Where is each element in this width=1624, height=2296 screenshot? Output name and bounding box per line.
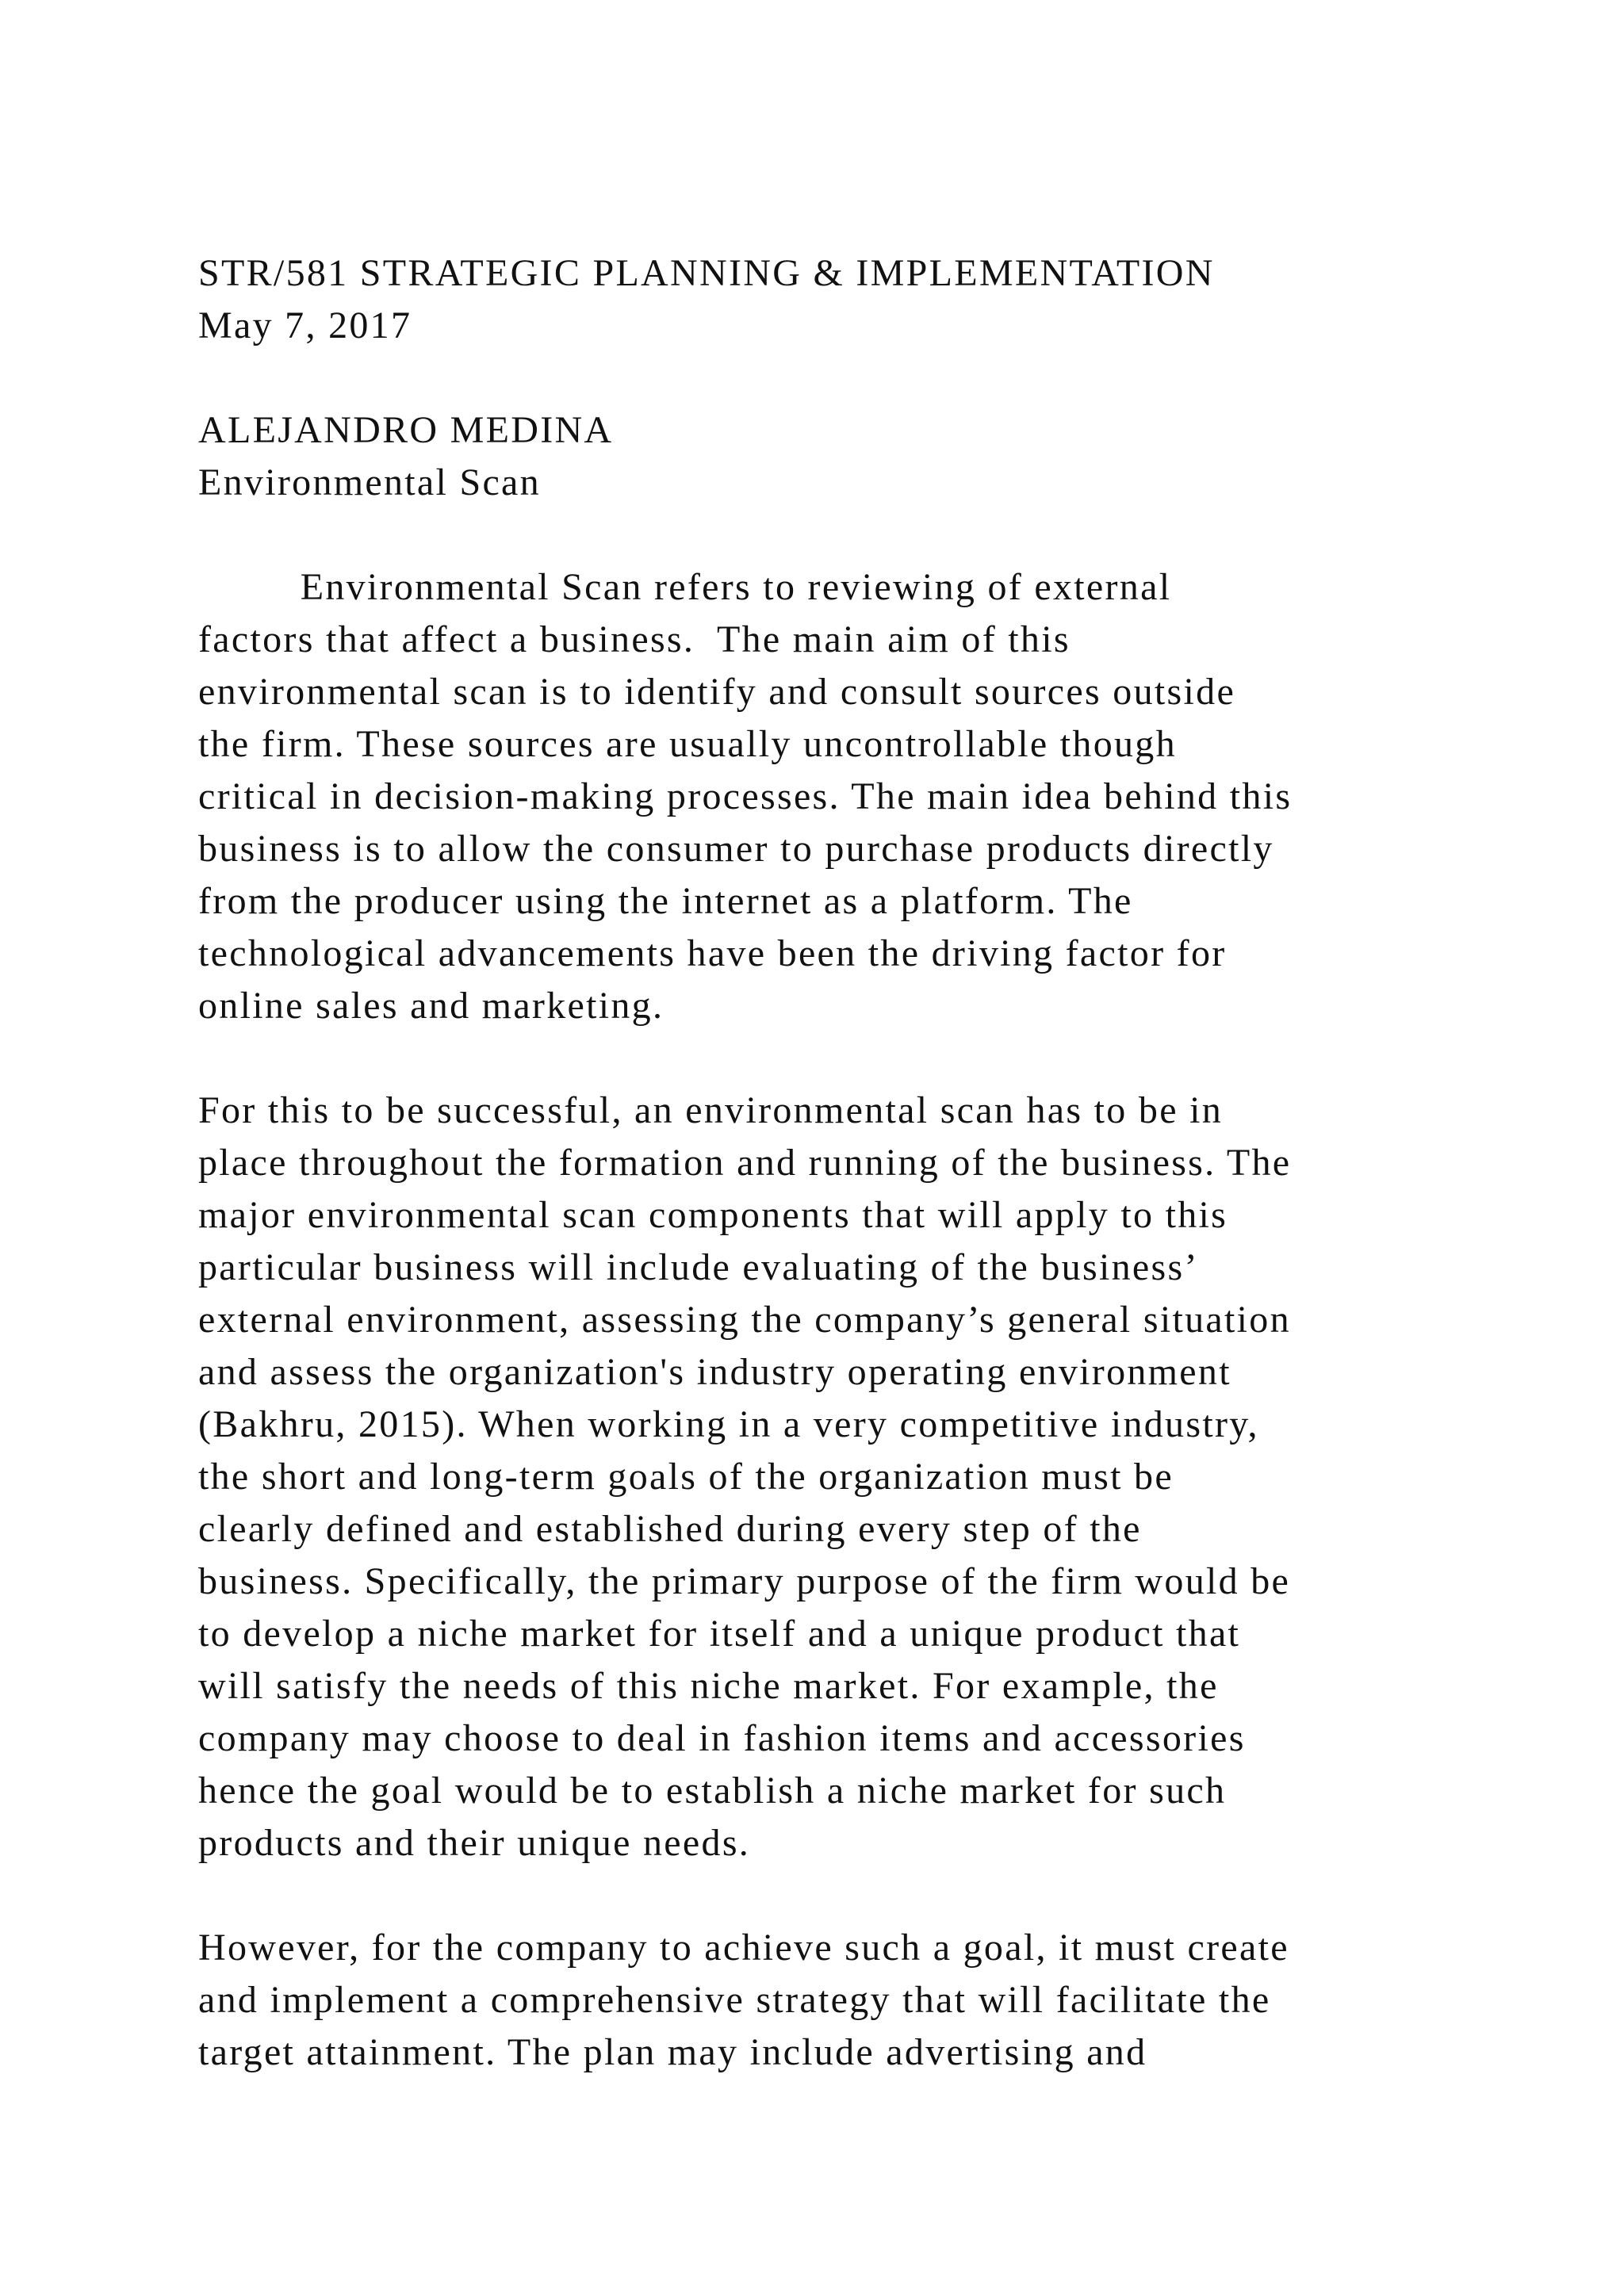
paragraph-line: (Bakhru, 2015). When working in a very competitive industry, bbox=[198, 1403, 1259, 1445]
paragraph-line: products and their unique needs. bbox=[198, 1822, 751, 1864]
author-block bbox=[198, 404, 1483, 509]
course-title: STR/581 STRATEGIC PLANNING & IMPLEMENTATION bbox=[198, 252, 1215, 294]
paragraph-line: Environmental Scan refers to reviewing of external bbox=[198, 566, 1172, 608]
document-date: May 7, 2017 bbox=[198, 304, 412, 346]
paragraph-line: and implement a comprehensive strategy that will facilitate the bbox=[198, 1979, 1271, 2021]
paragraph-line: clearly defined and established during every step of the bbox=[198, 1508, 1142, 1550]
paragraph-line: to develop a niche market for itself and a unique product that bbox=[198, 1613, 1241, 1655]
paragraph-line: from the producer using the internet as a platform. The bbox=[198, 880, 1133, 922]
paragraph-line: external environment, assessing the company’s general situation bbox=[198, 1299, 1291, 1341]
paragraph-line: and assess the organization's industry operating environment bbox=[198, 1351, 1231, 1393]
paragraph-line: online sales and marketing. bbox=[198, 985, 665, 1027]
paragraph-line: the short and long-term goals of the organization must be bbox=[198, 1456, 1174, 1498]
paragraph-1 bbox=[198, 561, 1483, 1032]
author-name: ALEJANDRO MEDINA bbox=[198, 409, 614, 451]
paragraph-line: For this to be successful, an environmental scan has to be in bbox=[198, 1089, 1224, 1131]
paragraph-line: business. Specifically, the primary purpose of the firm would be bbox=[198, 1560, 1291, 1602]
section-title: Environmental Scan bbox=[198, 461, 541, 503]
paragraph-line: technological advancements have been the driving factor for bbox=[198, 932, 1227, 974]
paragraph-line: the firm. These sources are usually uncontrollable though bbox=[198, 723, 1177, 765]
paragraph-line: environmental scan is to identify and consult sources outside bbox=[198, 671, 1236, 713]
paragraph-line: critical in decision-making processes. The main idea behind this bbox=[198, 775, 1293, 817]
paragraph-line: target attainment. The plan may include advertising and bbox=[198, 2031, 1147, 2073]
paragraph-line: will satisfy the needs of this niche market. For example, the bbox=[198, 1665, 1219, 1707]
paragraph-line: particular business will include evaluating of the business’ bbox=[198, 1246, 1199, 1288]
paragraph-line: major environmental scan components that will apply to this bbox=[198, 1194, 1228, 1236]
paragraph-line: company may choose to deal in fashion items and accessories bbox=[198, 1717, 1246, 1759]
paragraph-line: However, for the company to achieve such a goal, it must create bbox=[198, 1927, 1289, 1969]
paragraph-line: hence the goal would be to establish a niche market for such bbox=[198, 1770, 1227, 1812]
paragraph-line: factors that affect a business. The main aim of this bbox=[198, 618, 1071, 660]
paragraph-line: place throughout the formation and running of the business. The bbox=[198, 1142, 1292, 1184]
paragraph-line: business is to allow the consumer to purchase products directly bbox=[198, 828, 1274, 870]
paragraph-2 bbox=[198, 1085, 1483, 1869]
document-header bbox=[198, 247, 1483, 352]
paragraph-3 bbox=[198, 1922, 1483, 2079]
